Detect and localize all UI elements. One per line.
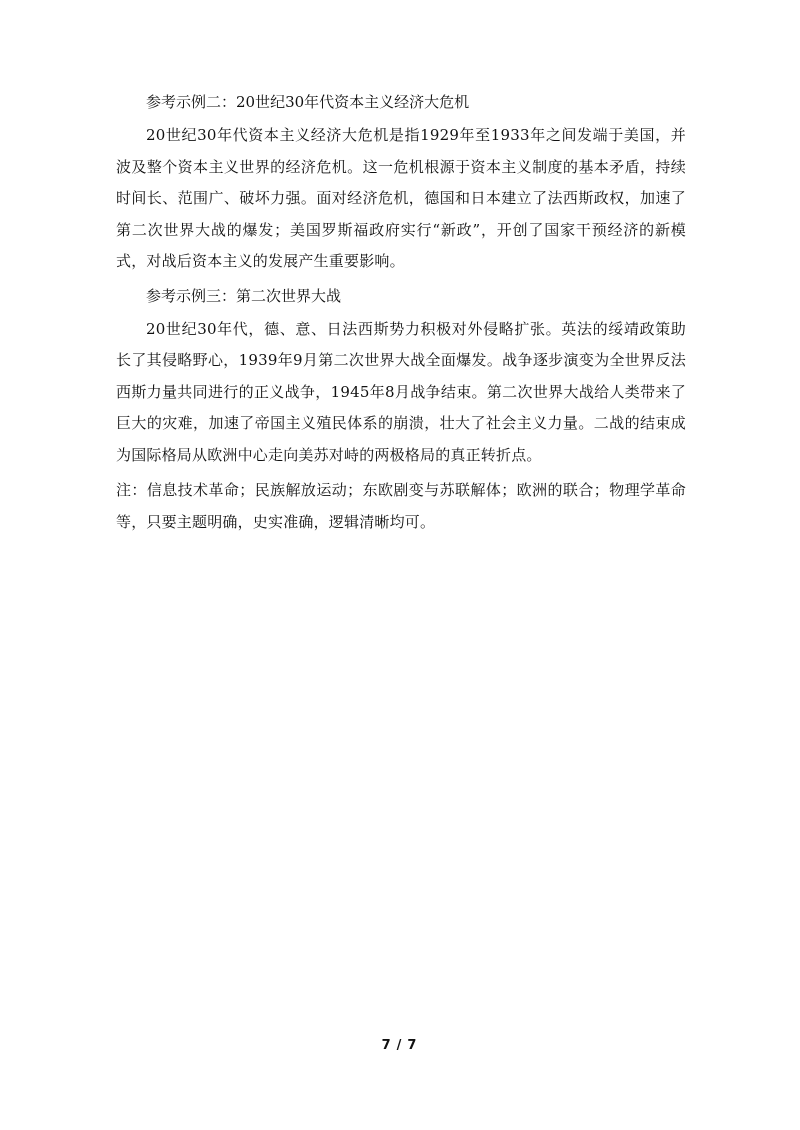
section-body: 20世纪30年代资本主义经济大危机是指1929年至1933年之间发端于美国，并波及整个资本主义世界的经济危机。这一危机根源于资本主义制度的基本矛盾，持续时间长、范围广、破坏力强。面对经济危机，德国和日本建立了法西斯政权，加速了第二次世界大战的爆发；美国罗斯福政府实行“新政”，开创了国家干预经济的新模式，对战后资本主义的发展产生重要影响。 (116, 126, 686, 270)
page-number-separator: / (396, 1038, 404, 1053)
section-heading: 参考示例二：20世纪30年代资本主义经济大危机 (146, 93, 470, 111)
section-heading: 参考示例三：第二次世界大战 (146, 286, 342, 305)
section-body: 20世纪30年代，德、意、日法西斯势力积极对外侵略扩张。英法的绥靖政策助长了其侵略野心，1939年9月第二次世界大战全面爆发。战争逐步演变为全世界反法西斯力量共同进行的正义战争，1945年8月战争结束。第二次世界大战给人类带来了巨大的灾难，加速了帝国主义殖民体系的崩溃，壮大了社会主义力量。二战的结束成为国际格局从欧洲中心走向美苏对峙的两极格局的真正转折点。 (116, 319, 686, 464)
note-paragraph: 注：信息技术革命；民族解放运动；东欧剧变与苏联解体；欧洲的联合；物理学革命等，只要主题明确，史实准确，逻辑清晰均可。 (116, 481, 686, 531)
current-page-number: 7 (381, 1038, 393, 1053)
section-example-two (116, 88, 686, 278)
section-example-three (116, 282, 686, 472)
total-pages-number: 7 (407, 1038, 419, 1053)
document-content (116, 88, 686, 538)
page-number (0, 1038, 800, 1053)
